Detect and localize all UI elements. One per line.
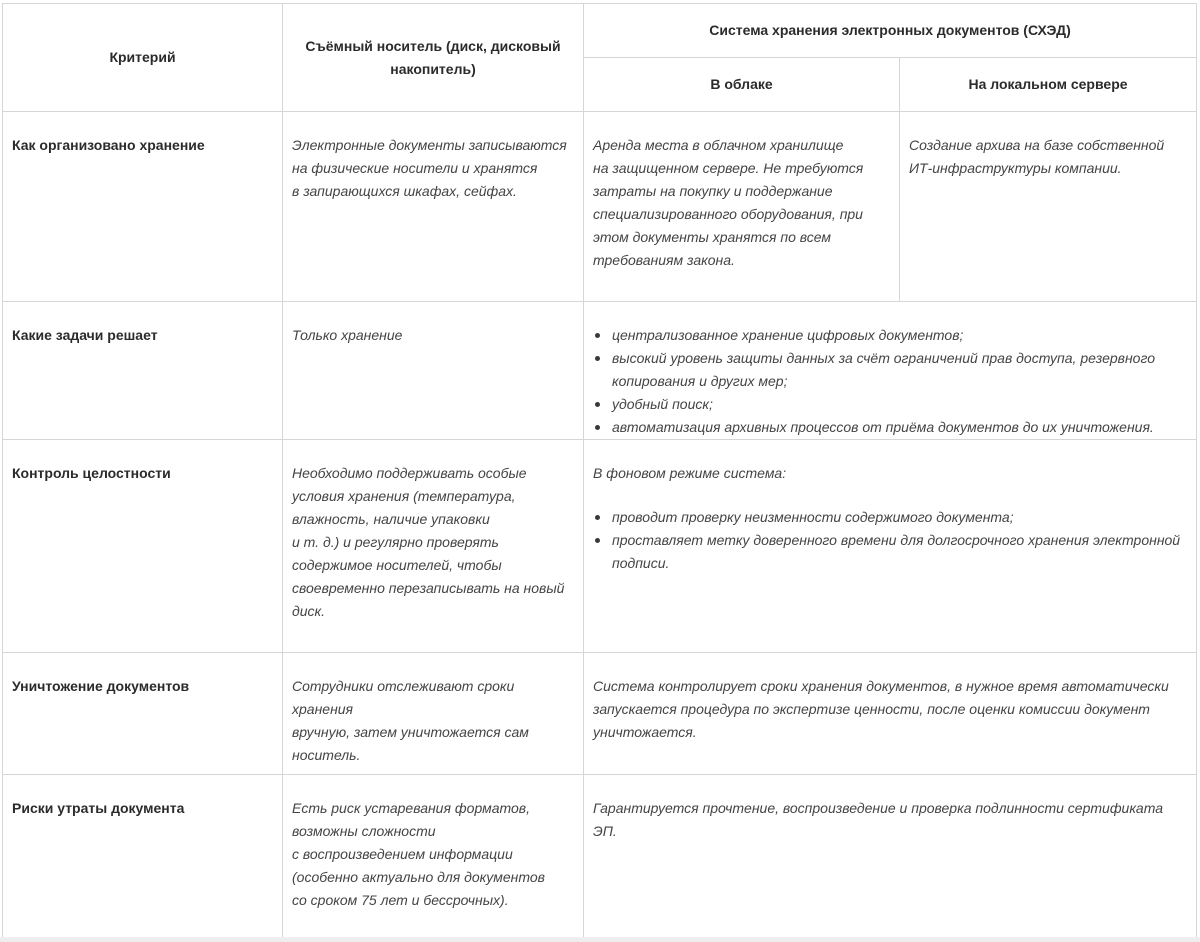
criterion-cell: Уничтожение документов [3,653,283,775]
text-line: условия хранения (температура, [292,488,516,504]
text-line: своевременно перезаписывать на новый [292,580,565,596]
text-line: ИТ-инфраструктуры компании. [909,160,1122,176]
text-line: требованиям закона. [593,252,735,268]
text-line: Аренда места в облачном хранилище [593,137,844,153]
page-footer-strip [0,937,1200,942]
removable-cell [283,653,584,775]
removable-cell [283,440,584,653]
edms-cell [584,653,1197,775]
text-line: уничтожается. [593,724,697,740]
header-criterion: Критерий [3,4,283,112]
criterion-cell: Как организовано хранение [3,112,283,302]
text-line: в запирающихся шкафах, сейфах. [292,183,517,199]
comparison-table [2,3,1197,941]
text-line: Есть риск устаревания форматов, [292,800,530,816]
edms-cell [584,440,1197,653]
list-item: централизованное хранение цифровых документов; [593,324,1188,347]
header-cloud: В облаке [584,58,900,112]
text-line: носитель. [292,747,361,763]
bullet-list [593,506,1188,575]
text-line: на защищенном сервере. Не требуются [593,160,864,176]
table-row [3,112,1197,302]
text-line: Необходимо поддерживать особые [292,465,527,481]
text-line: на физические носители и хранятся [292,160,538,176]
text-line: Гарантируется прочтение, воспроизведение и проверка подлинности сертификата ЭП. [593,800,1164,839]
edms-cell [584,302,1197,440]
list-item: проводит проверку неизменности содержимого документа; [593,506,1188,529]
list-item: удобный поиск; [593,393,1188,416]
text-line: с воспроизведением информации [292,846,513,862]
text-line: Система контролирует сроки хранения документов, в нужное время автоматически [593,678,1169,694]
text-line: Создание архива на базе собственной [909,137,1165,153]
text-line: со сроком 75 лет и бессрочных). [292,892,509,908]
text-line: и т. д.) и регулярно проверять [292,534,499,550]
removable-cell [283,775,584,941]
text-line: затраты на покупку и поддержание [593,183,833,199]
bullet-list [593,324,1188,439]
text-line: Только хранение [292,327,403,343]
text-line: этом документы хранятся по всем [593,229,831,245]
text-line: возможны сложности [292,823,436,839]
text-line: содержимое носителей, чтобы [292,557,502,573]
text-line: диск. [292,603,326,619]
criterion-cell: Риски утраты документа [3,775,283,941]
table-row [3,653,1197,775]
cloud-cell [584,112,900,302]
header-edms: Система хранения электронных документов (СХЭД) [584,4,1197,58]
criterion-cell: Контроль целостности [3,440,283,653]
text-line: специализированного оборудования, при [593,206,863,222]
header-row [3,4,1197,58]
text-line: Электронные документы записываются [292,137,567,153]
intro-text: В фоновом режиме система: [593,465,787,481]
criterion-cell: Какие задачи решает [3,302,283,440]
table-row [3,440,1197,653]
table-row [3,302,1197,440]
text-line: Сотрудники отслеживают сроки хранения [292,678,515,717]
list-item: автоматизация архивных процессов от приёма документов до их уничтожения. [593,416,1188,439]
text-line: влажность, наличие упаковки [292,511,490,527]
text-line: запускается процедура по экспертизе ценности, после оценки комиссии документ [593,701,1150,717]
table-row [3,775,1197,941]
header-local-server: На локальном сервере [900,58,1197,112]
list-item: проставляет метку доверенного времени для долгосрочного хранения электронной подписи. [593,529,1188,575]
list-item: высокий уровень защиты данных за счёт ограничений прав доступа, резервного копирования и других мер; [593,347,1188,393]
removable-cell [283,302,584,440]
text-line: (особенно актуально для документов [292,869,545,885]
header-removable-media: Съёмный носитель (диск, дисковый накопитель) [283,4,584,112]
text-line: вручную, затем уничтожается сам [292,724,529,740]
local-server-cell [900,112,1197,302]
edms-cell [584,775,1197,941]
removable-cell [283,112,584,302]
